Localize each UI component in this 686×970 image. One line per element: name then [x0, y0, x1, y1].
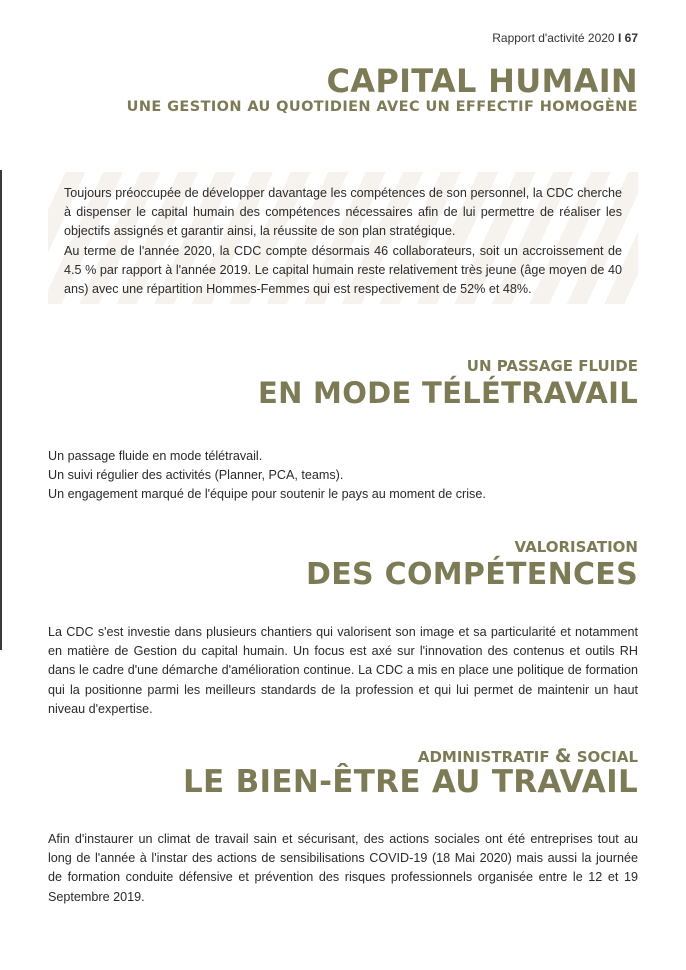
left-margin-rule — [0, 170, 2, 650]
kicker-part: ADMINISTRATIF — [417, 748, 550, 766]
list-item: Un passage fluide en mode télétravail. — [48, 449, 263, 463]
section-title-bien-etre: LE BIEN-ÊTRE AU TRAVAIL — [182, 764, 638, 800]
section-title-competences: DES COMPÉTENCES — [306, 557, 638, 592]
list-item: Un engagement marqué de l'équipe pour soutenir le pays au moment de crise. — [48, 487, 486, 502]
section-title-capital-humain: CAPITAL HUMAIN — [326, 62, 638, 100]
ampersand: & — [554, 745, 572, 767]
kicker-part: SOCIAL — [576, 748, 638, 766]
capital-humain-text — [64, 184, 622, 299]
paragraph: Toujours préoccupée de développer davantage les compétences de son personnel, la CDC cherche à dispenser le capital humain des compétences nécessaires afin de lui permettre de réaliser les objectifs assignés et garantir ainsi, la réussite de son plan stratégique. — [64, 186, 622, 239]
teletravail-list — [48, 447, 638, 505]
section-kicker-passage-fluide: UN PASSAGE FLUIDE — [466, 357, 638, 375]
page-number: 67 — [624, 31, 638, 45]
section-kicker-valorisation: VALORISATION — [514, 538, 638, 556]
competences-text: La CDC s'est investie dans plusieurs chantiers qui valorisent son image et sa particularité et notamment en matière de Gestion du capital humain. Un focus est axé sur l'innovation des contenus et outils RH dans le cadre d'une démarche d'amélioration continue. La CDC a mis en place une politique de formation qui la positionne parmi les meilleurs standards de la profession et qui lui permet de maintenir un haut niveau d'expertise. — [48, 625, 638, 716]
report-title: Rapport d'activité 2020 — [492, 31, 615, 45]
section-subtitle-gestion: UNE GESTION AU QUOTIDIEN AVEC UN EFFECTIF HOMOGÈNE — [126, 99, 638, 115]
section-title-teletravail: EN MODE TÉLÉTRAVAIL — [257, 376, 638, 410]
bien-etre-text: Afin d'instaurer un climat de travail sain et sécurisant, des actions sociales ont été entreprises tout au long de l'année à l'instar des actions de sensibilisations COVID-19 (18 Mai 2020) mais aussi la journée de formation conduite défensive et prévention des risques professionnels organisée entre le 12 et 19 Septembre 2019. — [48, 832, 638, 904]
paragraph: Au terme de l'année 2020, la CDC compte désormais 46 collaborateurs, soit un accroissement de 4.5 % par rapport à l'année 2019. Le capital humain reste relativement très jeune (âge moyen de 40 ans) avec une répartition Hommes-Femmes qui est respectivement de 52% et 48%. — [64, 243, 622, 297]
header-separator: I — [617, 31, 622, 45]
list-item: Un suivi régulier des activités (Planner, PCA, teams). — [48, 468, 344, 483]
page-header — [492, 31, 638, 45]
